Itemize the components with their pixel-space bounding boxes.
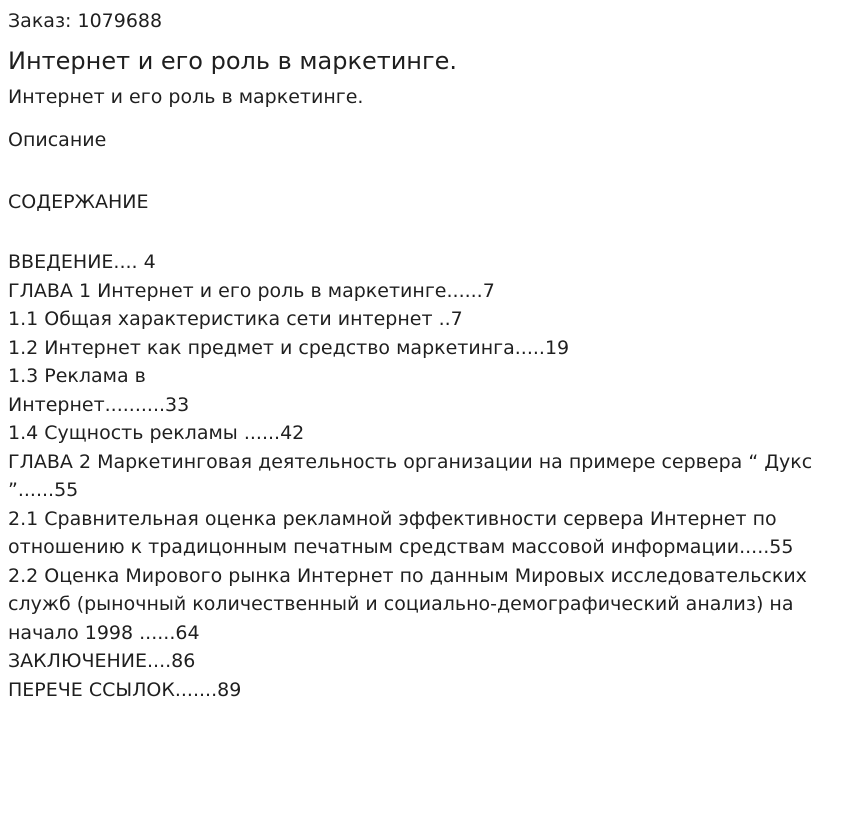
toc-entry-conclusion: ЗАКЛЮЧЕНИЕ....86	[8, 650, 196, 672]
table-of-contents	[8, 248, 828, 704]
toc-entry-1-3: 1.3 Реклама в	[8, 365, 146, 387]
toc-entry-2-2: 2.2 Оценка Мирового рынка Интернет по данным Мировых исследовательских служб (рыночный количественный и социально-демографический анализ) на начало 1998 ......64	[8, 564, 807, 644]
order-number: Заказ: 1079688	[8, 10, 163, 32]
toc-entry-2-1: 2.1 Сравнительная оценка рекламной эффективности сервера Интернет по отношению к традицонным печатным средствам массовой информации.....55	[8, 507, 794, 558]
contents-heading: СОДЕРЖАНИЕ	[8, 191, 149, 213]
toc-entry-references: ПЕРЕЧЕ ССЫЛОК.......89	[8, 678, 242, 701]
toc-entry-1-3-continued: Интернет..........33	[8, 393, 190, 416]
page-title: Интернет и его роль в маркетинге.	[8, 47, 457, 75]
toc-entry-chapter-2: ГЛАВА 2 Маркетинговая деятельность организации на примере сервера “ Дукс ”......55	[8, 450, 813, 501]
description-label: Описание	[8, 129, 107, 151]
page-subtitle: Интернет и его роль в маркетинге.	[8, 86, 364, 108]
toc-entry-1-2: 1.2 Интернет как предмет и средство маркетинга.....19	[8, 336, 570, 359]
toc-entry-introduction: ВВЕДЕНИЕ.... 4	[8, 251, 156, 273]
toc-entry-1-4: 1.4 Сущность рекламы ......42	[8, 422, 305, 444]
toc-entry-chapter-1: ГЛАВА 1 Интернет и его роль в маркетинге......7	[8, 279, 495, 302]
toc-entry-1-1: 1.1 Общая характеристика сети интернет ..7	[8, 308, 463, 330]
